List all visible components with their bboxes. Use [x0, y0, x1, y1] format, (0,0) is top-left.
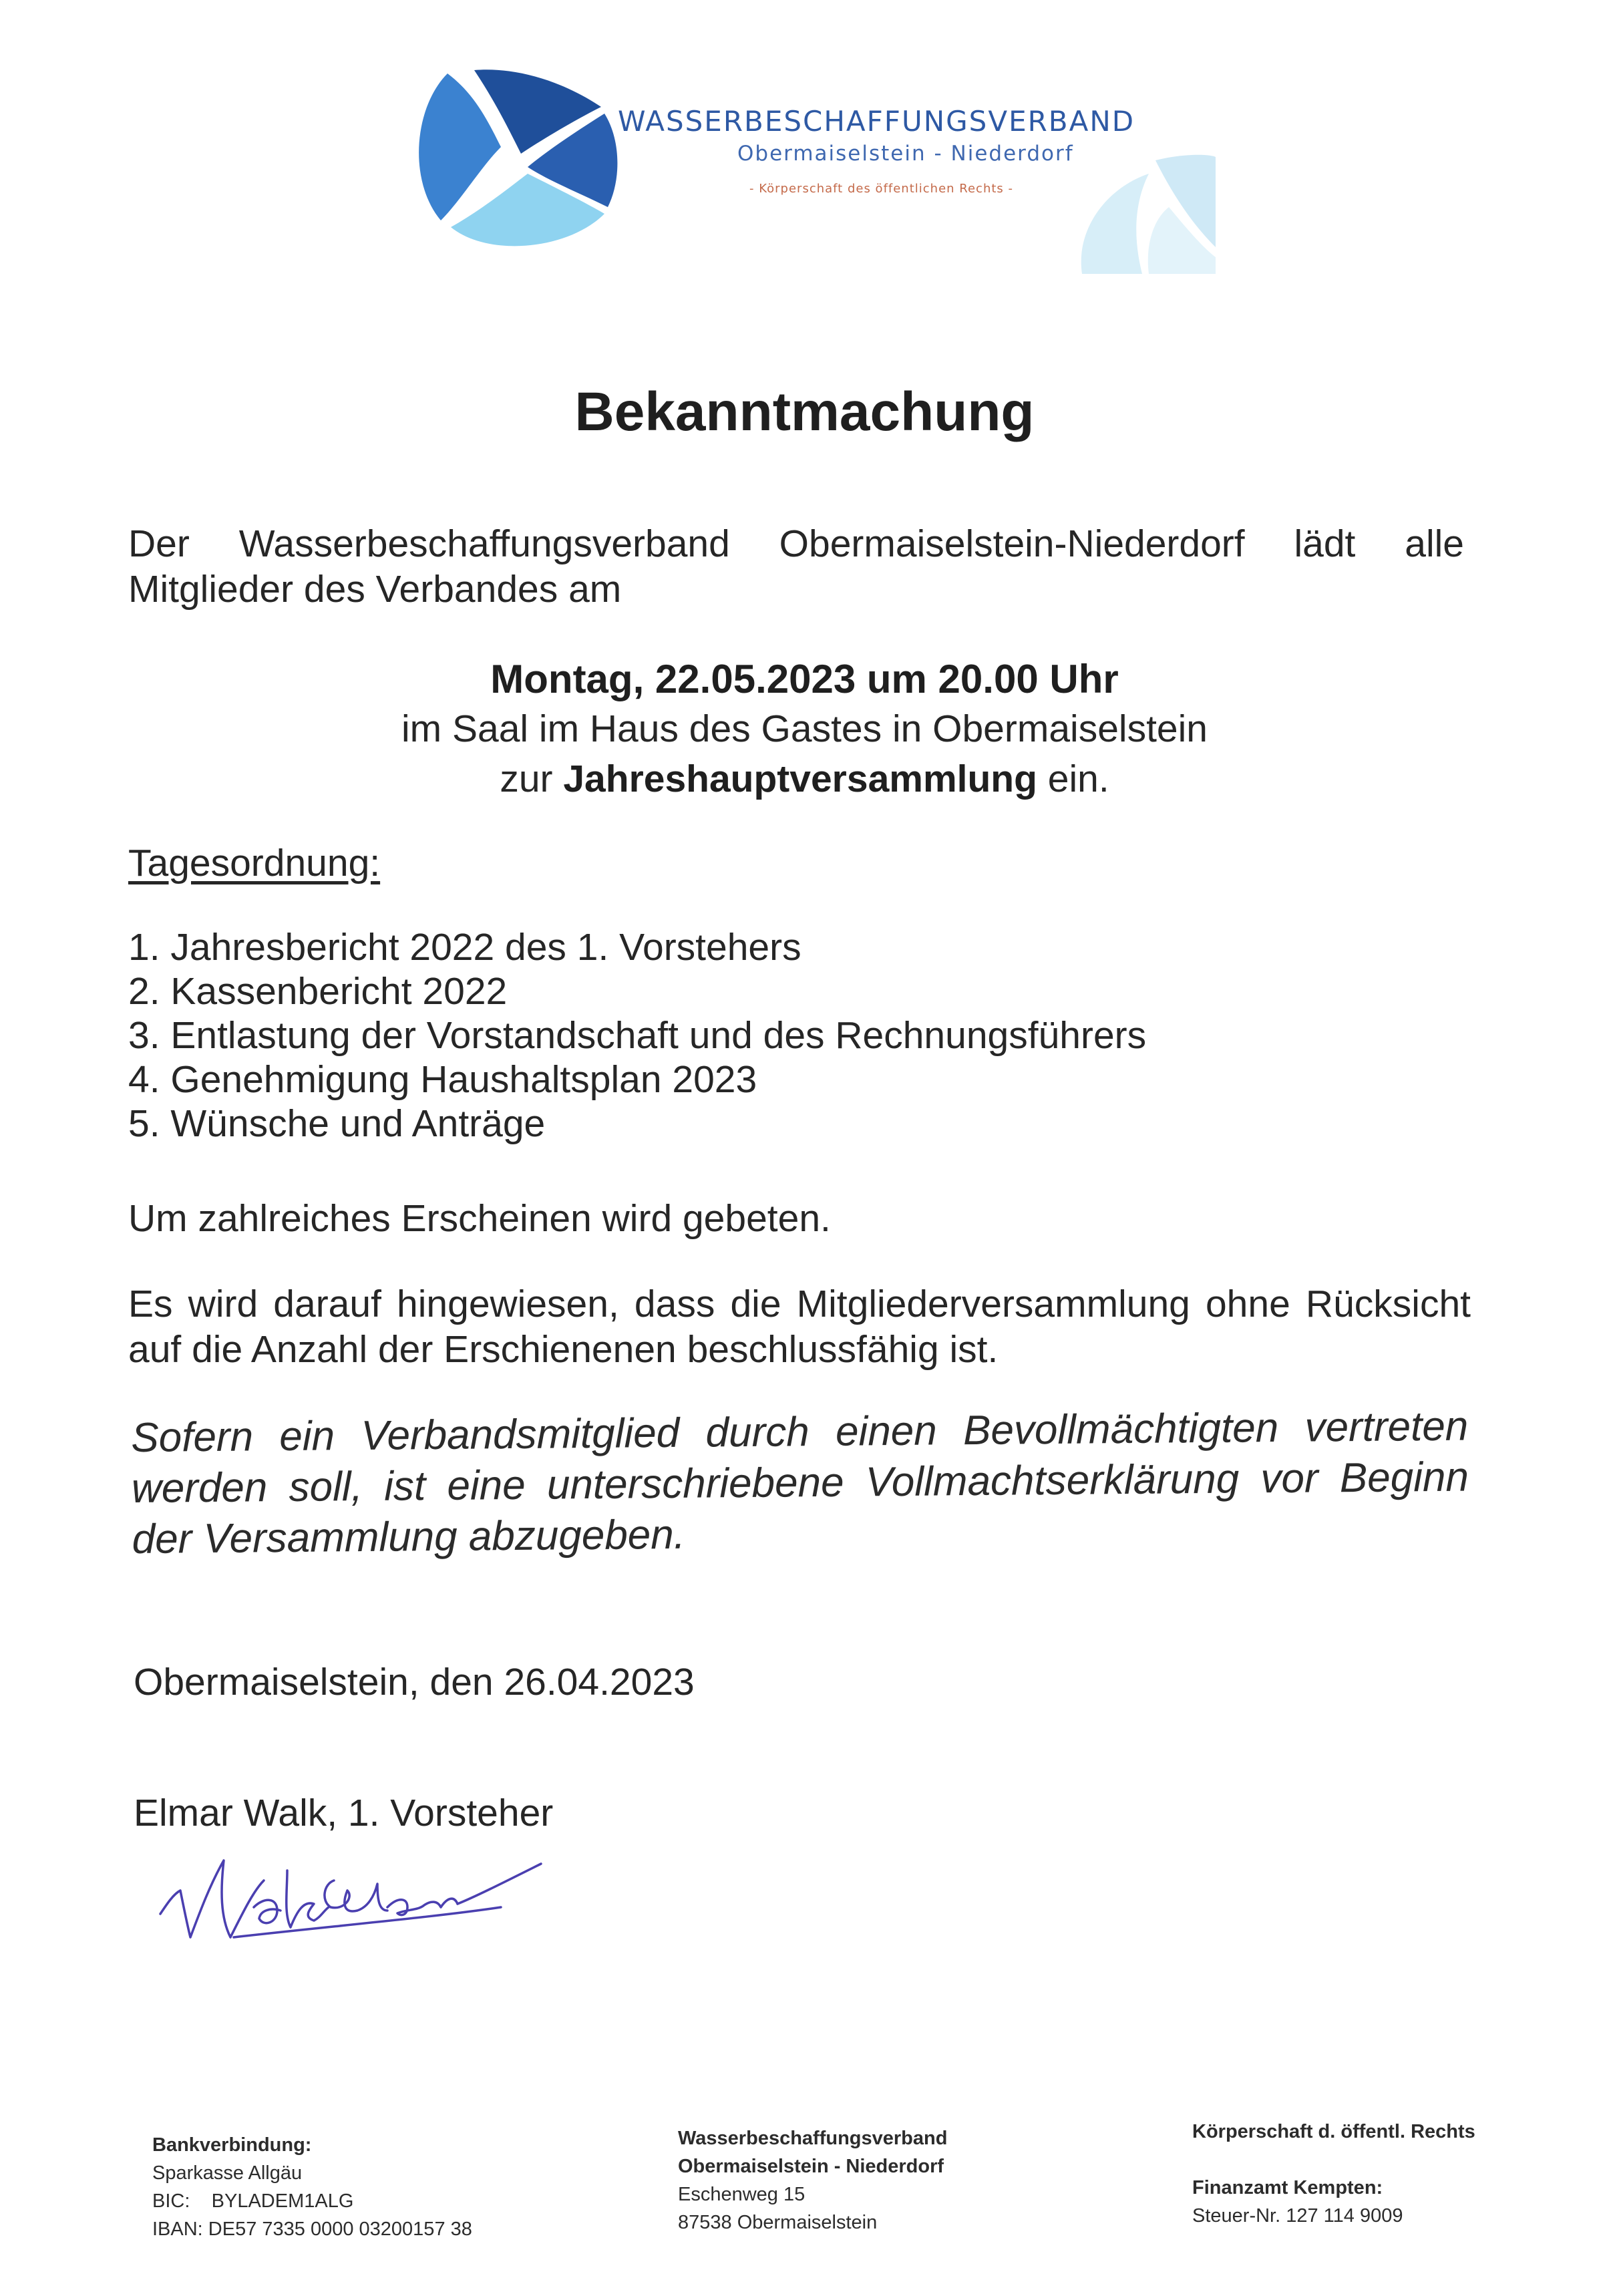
legal-status: Körperschaft d. öffentl. Rechts [1192, 2121, 1475, 2142]
quorum-notice: Es wird darauf hingewiesen, dass die Mitgliederversammlung ohne Rücksicht auf die Anzahl der Erschienenen beschlussfähig ist. [128, 1283, 1471, 1371]
agenda-item: 3. Entlastung der Vorstandschaft und des Rechnungsführers [128, 1014, 1147, 1057]
agenda-list [128, 925, 1146, 1145]
meeting-suffix: ein. [1047, 758, 1109, 800]
attendance-appeal: Um zahlreiches Erscheinen wird gebeten. [128, 1197, 831, 1240]
water-drop-logo [401, 67, 621, 254]
document-title: Bekanntmachung [574, 381, 1035, 442]
org-name: WASSERBESCHAFFUNGSVERBAND [618, 105, 1135, 138]
org-legal-status: - Körperschaft des öffentlichen Rechts - [749, 182, 1014, 196]
agenda-item: 1. Jahresbericht 2022 des 1. Vorstehers [128, 926, 801, 969]
agenda-item: 4. Genehmigung Haushaltsplan 2023 [128, 1058, 757, 1101]
meeting-venue: im Saal im Haus des Gastes in Obermaiselstein [401, 707, 1208, 750]
address-street: Eschenweg 15 [678, 2184, 806, 2205]
tax-number: Steuer-Nr. 127 114 9009 [1192, 2205, 1403, 2227]
meeting-name: Jahreshauptversammlung [563, 758, 1037, 800]
bank-label: Bankverbindung: [152, 2134, 312, 2156]
address-org-line1: Wasserbeschaffungsverband [678, 2128, 948, 2149]
signatory-name: Elmar Walk, 1. Vorsteher [134, 1792, 554, 1834]
meeting-prefix: zur [500, 758, 553, 800]
bank-name: Sparkasse Allgäu [152, 2162, 303, 2184]
handwritten-signature [154, 1844, 554, 1951]
agenda-item: 2. Kassenbericht 2022 [128, 970, 508, 1013]
org-subtitle: Obermaiselstein - Niederdorf [737, 142, 1074, 166]
footer-bank-details [152, 2131, 472, 2243]
agenda-item: 5. Wünsche und Anträge [128, 1102, 546, 1145]
meeting-date: Montag, 22.05.2023 um 20.00 Uhr [490, 657, 1119, 701]
footer-spacer [1192, 2146, 1475, 2174]
agenda-heading: Tagesordnung: [128, 842, 381, 884]
bank-bic: BIC: BYLADEM1ALG [152, 2190, 354, 2212]
intro-paragraph: Der Wasserbeschaffungsverband Obermaiselstein-Niederdorf lädt alle Mitglieder des Verbandes am [128, 522, 1464, 611]
address-org-line2: Obermaiselstein - Niederdorf [678, 2156, 944, 2177]
proxy-notice: Sofern ein Verbandsmitglied durch einen Bevollmächtigten vertreten werden soll, ist eine unterschriebene Vollmachtserklärung vor Beginn der Versammlung abzugeben. [131, 1403, 1469, 1563]
address-city: 87538 Obermaiselstein [678, 2212, 878, 2233]
decorative-drop-icon [1069, 147, 1216, 274]
tax-office: Finanzamt Kempten: [1192, 2177, 1383, 2198]
footer-address [678, 2124, 947, 2237]
place-and-date: Obermaiselstein, den 26.04.2023 [134, 1661, 695, 1703]
bank-iban: IBAN: DE57 7335 0000 03200157 38 [152, 2219, 472, 2240]
footer-legal [1192, 2118, 1475, 2230]
meeting-purpose [0, 756, 1609, 802]
